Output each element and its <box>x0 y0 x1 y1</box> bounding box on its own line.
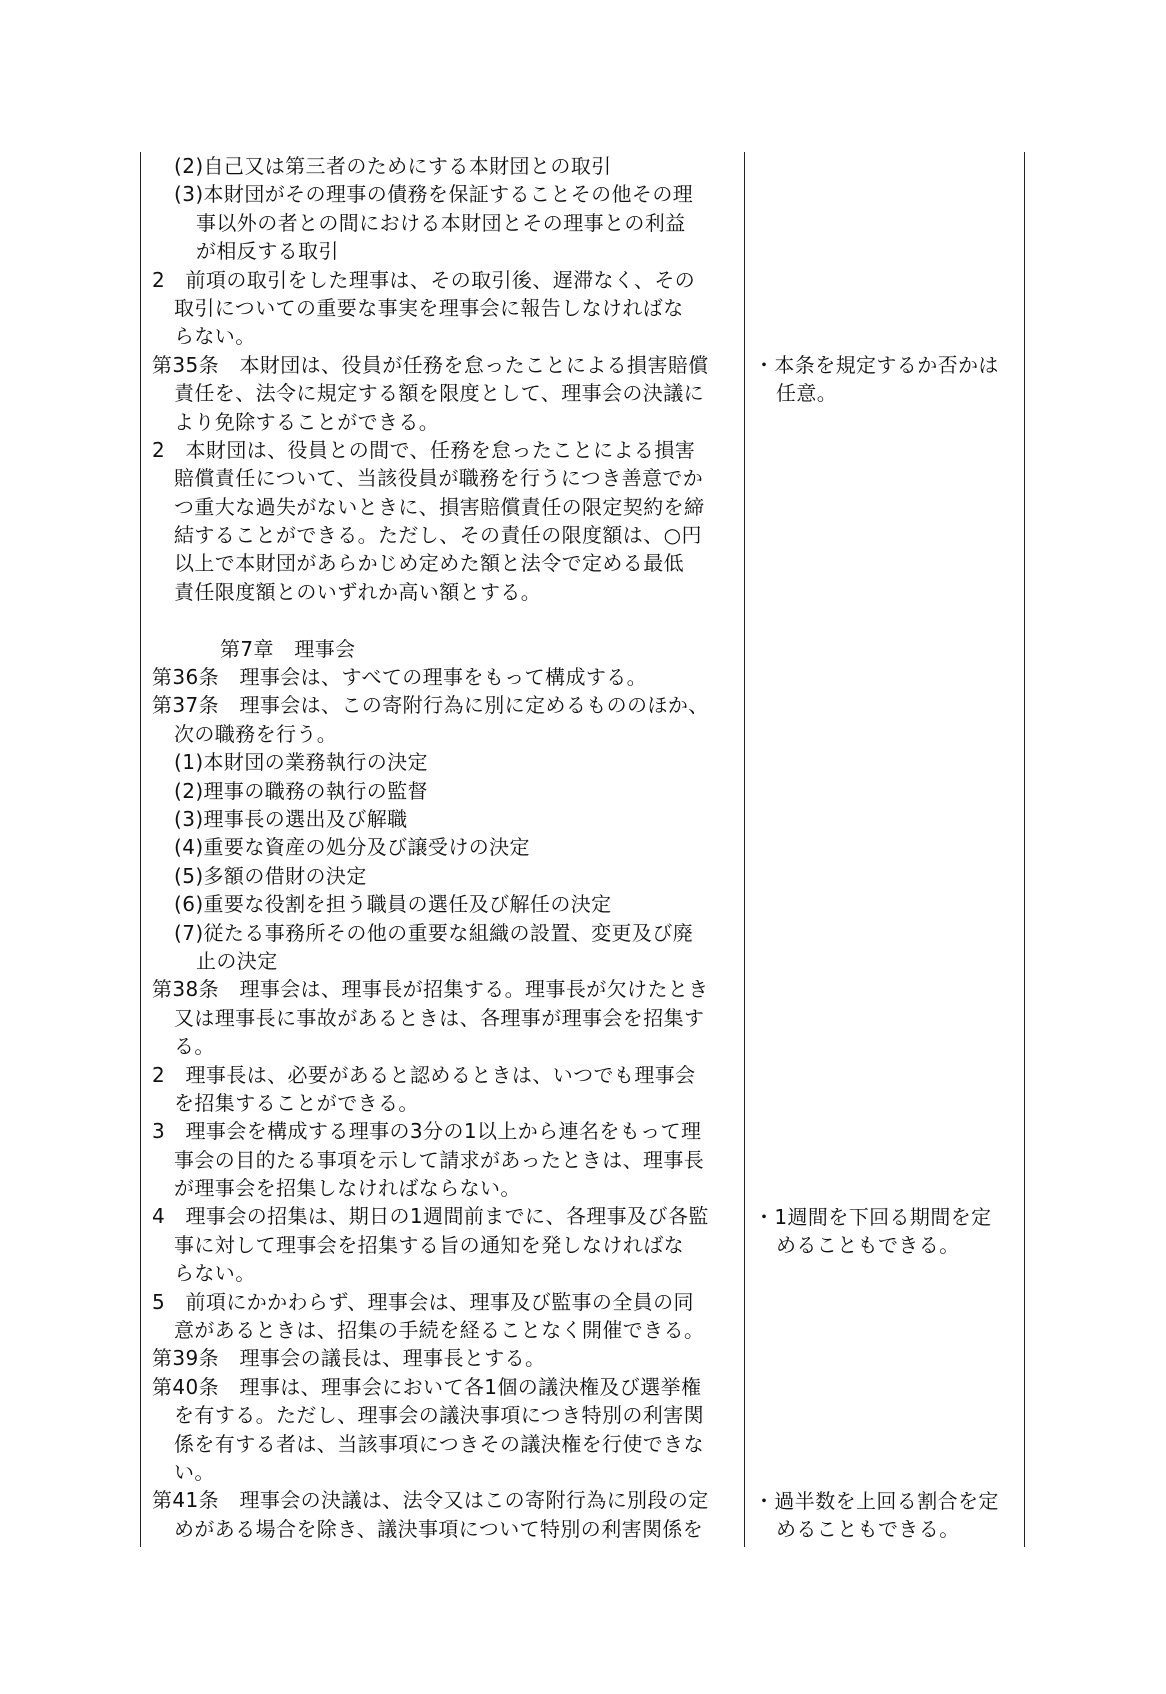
article-text-line: らない。 <box>174 324 256 349</box>
article-text-line: 事に対して理事会を招集する旨の通知を発しなければな <box>174 1232 684 1257</box>
article-text-line: (6)重要な役割を担う職員の選任及び解任の決定 <box>174 892 612 917</box>
article-text-line: 次の職務を行う。 <box>174 721 338 746</box>
article-text-line: 5 前項にかかわらず、理事会は、理事及び監事の全員の同 <box>152 1289 694 1314</box>
articles-column <box>152 152 740 1543</box>
article-text-line: 責任を、法令に規定する額を限度として、理事会の決議に <box>174 381 704 406</box>
article-text-line: 意があるときは、招集の手続を経ることなく開催できる。 <box>174 1318 705 1343</box>
note-text-line: めることもできる。 <box>776 1517 960 1542</box>
article-text-line: 3 理事会を構成する理事の3分の1以上から連名をもって理 <box>152 1119 702 1144</box>
article-text-line: (3)理事長の選出及び解職 <box>174 806 408 831</box>
article-text-line: い。 <box>174 1459 215 1484</box>
article-text-line: 第38条 理事会は、理事長が招集する。理事長が欠けたとき <box>152 977 709 1002</box>
article-text-line: 第35条 本財団は、役員が任務を怠ったことによる損害賠償 <box>152 352 709 377</box>
article-text-line: (1)本財団の業務執行の決定 <box>174 750 428 775</box>
right-border-line <box>1024 152 1025 1547</box>
article-text-line: 第39条 理事会の議長は、理事長とする。 <box>152 1346 546 1371</box>
note-text-line: 任意。 <box>776 381 838 406</box>
column-divider-line <box>744 152 745 1547</box>
article-text-line: 第36条 理事会は、すべての理事をもって構成する。 <box>152 665 648 690</box>
article-text-line: 2 理事長は、必要があると認めるときは、いつでも理事会 <box>152 1062 696 1087</box>
article-text-line: 責任限度額とのいずれか高い額とする。 <box>174 579 542 604</box>
article-text-line: めがある場合を除き、議決事項について特別の利害関係を <box>174 1516 704 1541</box>
article-text-line: 2 本財団は、役員との間で、任務を怠ったことによる損害 <box>152 437 696 462</box>
article-text-line: (2)自己又は第三者のためにする本財団との取引 <box>174 154 612 178</box>
article-text-line: を有する。ただし、理事会の議決事項につき特別の利害関 <box>174 1403 704 1428</box>
article-text-line: が相反する取引 <box>196 239 339 264</box>
article-text-line: (7)従たる事務所その他の重要な組織の設置、変更及び廃 <box>174 920 694 945</box>
article-text-line: が理事会を招集しなければならない。 <box>174 1176 521 1201</box>
article-text-line: 第40条 理事は、理事会において各1個の議決権及び選挙権 <box>152 1374 702 1399</box>
article-text-line: 第41条 理事会の決議は、法令又はこの寄附行為に別段の定 <box>152 1488 709 1513</box>
article-text-line: 止の決定 <box>196 948 278 973</box>
article-text-line: (4)重要な資産の処分及び譲受けの決定 <box>174 835 530 860</box>
article-text-line: 係を有する者は、当該事項につきその議決権を行使できな <box>174 1431 704 1456</box>
article-text-line: 取引についての重要な事実を理事会に報告しなければな <box>174 295 684 320</box>
left-border-line <box>140 152 141 1547</box>
article-text-line: る。 <box>174 1034 215 1059</box>
note-text-line: めることもできる。 <box>776 1233 960 1258</box>
article-text-line: を招集することができる。 <box>174 1090 419 1115</box>
article-text-line: 以上で本財団があらかじめ定めた額と法令で定める最低 <box>174 551 684 576</box>
article-text-line: 結することができる。ただし、その責任の限度額は、○円 <box>174 523 702 548</box>
article-text-line: 第37条 理事会は、この寄附行為に別に定めるもののほか、 <box>152 693 709 718</box>
article-text-line: 事会の目的たる事項を示して請求があったときは、理事長 <box>174 1147 705 1172</box>
article-text-line: 第7章 理事会 <box>220 636 356 661</box>
note-text-line: ・本条を規定するか否かは <box>754 352 999 377</box>
article-text-line: 賠償責任について、当該役員が職務を行うにつき善意でか <box>174 466 704 491</box>
article-text-line: 事以外の者との間における本財団とその理事との利益 <box>196 210 686 235</box>
article-text-line: つ重大な過失がないときに、損害賠償責任の限定契約を締 <box>174 494 705 519</box>
article-text-line: (3)本財団がその理事の債務を保証することその他その理 <box>174 182 694 207</box>
article-text-line: らない。 <box>174 1261 256 1286</box>
note-text-line: ・過半数を上回る割合を定 <box>754 1488 999 1513</box>
note-text-line: ・1週間を下回る期間を定 <box>754 1204 992 1229</box>
article-text-line: (5)多額の借財の決定 <box>174 863 367 888</box>
article-text-line: より免除することができる。 <box>174 409 440 434</box>
article-text-line: 2 前項の取引をした理事は、その取引後、遅滞なく、その <box>152 267 696 292</box>
article-text-line: (2)理事の職務の執行の監督 <box>174 778 428 803</box>
article-text-line <box>152 606 740 634</box>
article-text-line: 又は理事長に事故があるときは、各理事が理事会を招集す <box>174 1005 705 1030</box>
article-text-line: 4 理事会の招集は、期日の1週間前までに、各理事及び各監 <box>152 1204 709 1229</box>
